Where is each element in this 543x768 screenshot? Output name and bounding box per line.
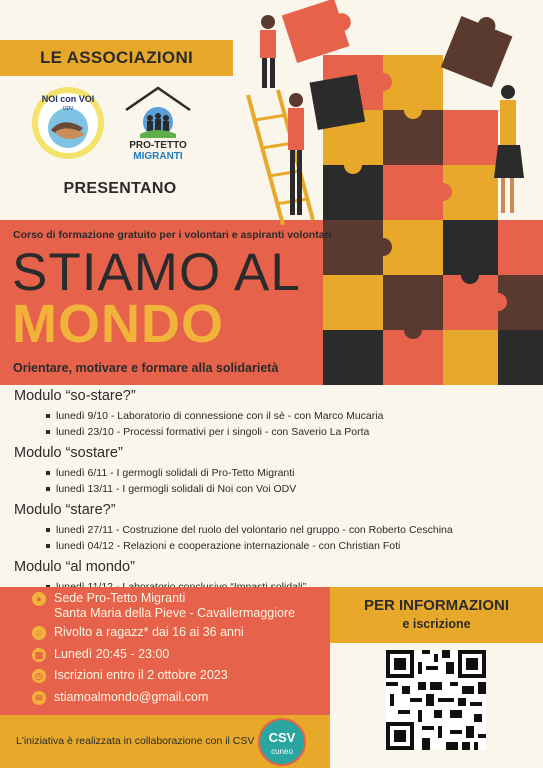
info-title: PER INFORMAZIONI (364, 597, 509, 614)
presents-label: PRESENTANO (63, 180, 177, 197)
people-icon: ☺ (32, 626, 46, 640)
location-line-1: Sede Pro-Tetto Migranti (54, 591, 186, 605)
module-item: lunedì 9/10 - Laboratorio di connessione con il sè - con Marco Mucaria (56, 408, 534, 424)
noi-con-voi-logo (31, 86, 105, 160)
svg-text:NOI con VOI: NOI con VOI (41, 94, 95, 104)
puzzle-illustration (238, 0, 543, 385)
module-item: lunedì 13/11 - I germogli solidali di Noi con Voi ODV (56, 481, 534, 497)
audience-row (32, 625, 244, 640)
email-row[interactable] (32, 690, 208, 705)
pro-tetto-migranti-logo (118, 84, 198, 166)
module (14, 387, 534, 440)
svg-text:CSV: CSV (268, 730, 296, 745)
module-title: Modulo “so-stare?” (14, 388, 136, 404)
title-line-1: STIAMO AL (12, 243, 301, 302)
time-row (32, 647, 169, 662)
module-item: lunedì 6/11 - I germogli solidali di Pro-Tetto Migranti (56, 465, 534, 481)
svg-text:MIGRANTI: MIGRANTI (133, 151, 183, 162)
module-title: Modulo “sostare” (14, 445, 123, 461)
module (14, 501, 534, 554)
location-row (32, 591, 295, 621)
csv-cuneo-logo (258, 718, 306, 766)
info-box (330, 587, 543, 643)
footer-text: L'iniziativa è realizzata in collaborazione con il CSV (16, 735, 255, 747)
module-items (14, 522, 534, 554)
info-subtitle: e iscrizione (402, 617, 471, 631)
clock-icon: ◷ (32, 669, 46, 683)
module-title: Modulo “stare?” (14, 502, 116, 518)
course-subtitle: Orientare, motivare e formare alla solidarietà (13, 361, 279, 375)
location-pin-icon: ● (32, 592, 46, 606)
module (14, 444, 534, 497)
module-item: lunedì 23/10 - Processi formativi per i singoli - con Saverio La Porta (56, 424, 534, 440)
module-title: Modulo “al mondo” (14, 559, 135, 575)
audience-text: Rivolto a ragazz* dai 16 ai 36 anni (54, 625, 244, 639)
email-icon: ✉ (32, 691, 46, 705)
svg-text:ODV: ODV (62, 106, 74, 112)
registration-row (32, 668, 228, 683)
registration-text: Iscrizioni entro il 2 ottobre 2023 (54, 668, 228, 682)
associations-banner (0, 40, 233, 76)
module-item: lunedì 27/11 - Costruzione del ruolo del volontario nel gruppo - con Roberto Ceschina (56, 522, 534, 538)
email-link[interactable]: stiamoalmondo@gmail.com (54, 690, 209, 704)
title-line-2: MONDO (12, 294, 224, 354)
module-item: lunedì 04/12 - Relazioni e cooperazione internazionale - con Christian Foti (56, 538, 534, 554)
module-items (14, 465, 534, 497)
svg-text:PRO-TETTO: PRO-TETTO (129, 140, 187, 151)
svg-text:cuneo: cuneo (271, 747, 293, 756)
qr-code[interactable] (386, 650, 486, 750)
associations-label: LE ASSOCIAZIONI (39, 48, 194, 67)
location-line-2: Santa Maria della Pieve - Cavallermaggiore (54, 606, 296, 620)
module-items (14, 408, 534, 440)
calendar-icon: ▦ (32, 648, 46, 662)
time-text: Lunedì 20:45 - 23:00 (54, 647, 170, 661)
modules-list (14, 387, 534, 599)
course-description: Corso di formazione gratuito per i volontari e aspiranti volontari (13, 229, 332, 241)
